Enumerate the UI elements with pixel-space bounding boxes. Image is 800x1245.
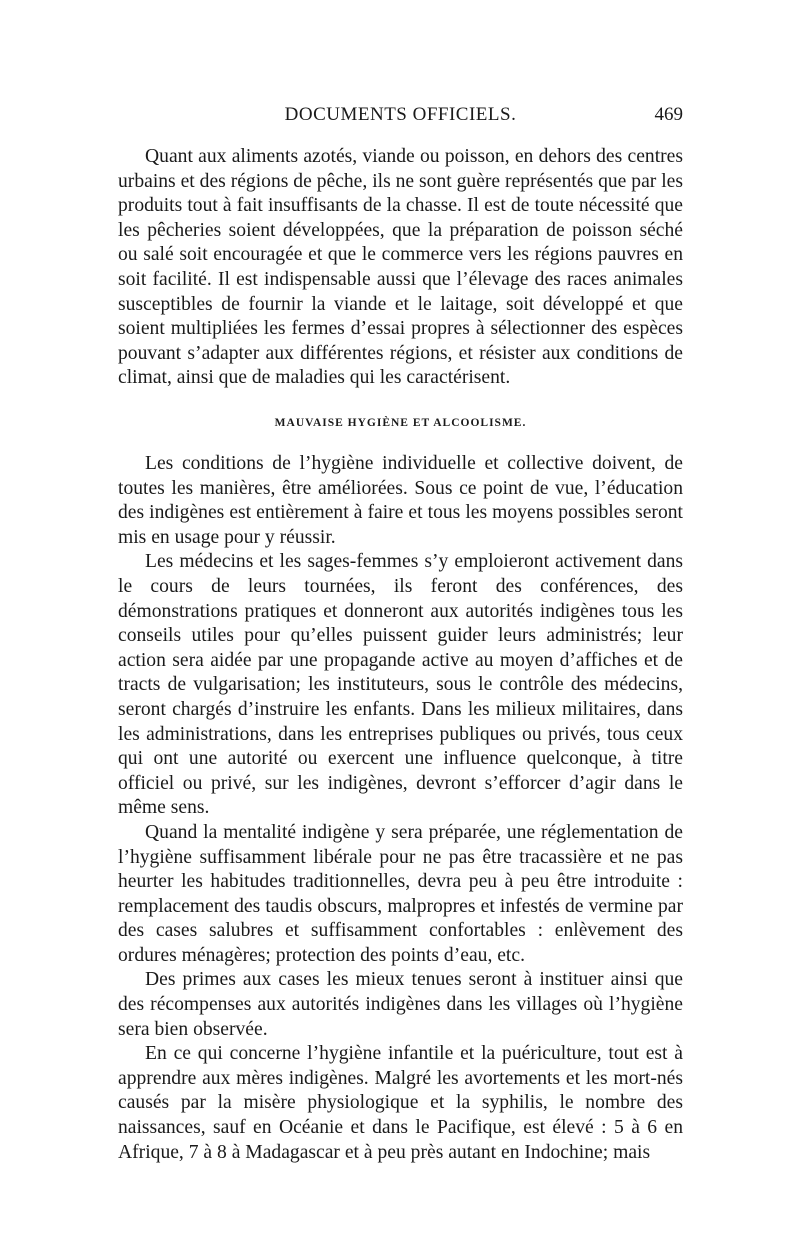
paragraph: Quand la mentalité indigène y sera préparée, une réglementation de l’hygiène suffisamment libérale pour ne pas être tracassière et ne pas heurter les habitudes traditionnelles, devra peu à peu être introduite : remplacement des taudis obscurs, malpropres et infestés de vermine par des cases salubres et suffisamment confortables : enlèvement des ordures ménagères; protection des points d’eau, etc. (118, 821, 683, 966)
paragraph: Des primes aux cases les mieux tenues seront à instituer ainsi que des récompenses aux autorités indigènes dans les villages où l’hygiène sera bien observée. (118, 969, 683, 1040)
text-block-after-heading (118, 452, 683, 1165)
paragraph: Quant aux aliments azotés, viande ou poisson, en dehors des centres urbains et des régions de pêche, ils ne sont guère représentés que par les produits tout à fait insuffisants de la chasse. Il est de toute nécessité que les pêcheries soient développées, que la préparation de poisson séché ou salé soit encouragée et que le commerce vers les régions pauvres en soit facilité. Il est indispensable aussi que l’élevage des races animales susceptibles de fournir la viande et le laitage, soit développé et que soient multipliées les fermes d’essai propres à sélectionner des espèces pouvant s’adapter aux différentes régions, et résister aux conditions de climat, ainsi que de maladies qui les caractérisent. (118, 146, 683, 389)
text-block-before-heading (118, 145, 683, 391)
page-number: 469 (654, 104, 683, 125)
section-heading: MAUVAISE HYGIÈNE ET ALCOOLISME. (274, 417, 527, 429)
paragraph: Les médecins et les sages-femmes s’y emploieront activement dans le cours de leurs tournées, ils feront des conférences, des démonstrations pratiques et donneront aux autorités indigènes tous les conseils utiles pour qu’elles puissent guider leurs administrés; leur action sera aidée par une propagande active au moyen d’affiches et de tracts de vulgarisation; les instituteurs, sous le contrôle des médecins, seront chargés d’instruire les enfants. Dans les milieux militaires, dans les administrations, dans les entreprises publiques ou privés, tous ceux qui ont une autorité ou exercent une influence quelconque, à titre officiel ou privé, sur les indigènes, devront s’efforcer d’agir dans le même sens. (118, 551, 683, 819)
running-head (118, 104, 683, 134)
paragraph: En ce qui concerne l’hygiène infantile et la puériculture, tout est à apprendre aux mères indigènes. Malgré les avortements et les mort-nés causés par la misère physiologique et la syphilis, le nombre des naissances, sauf en Océanie et dans le Pacifique, est élevé : 5 à 6 en Afrique, 7 à 8 à Madagascar et à peu près autant en Indochine; mais (118, 1043, 683, 1163)
running-title: DOCUMENTS OFFICIELS. (284, 104, 517, 125)
paragraph: Les conditions de l’hygiène individuelle et collective doivent, de toutes les manières, être améliorées. Sous ce point de vue, l’éducation des indigènes est entièrement à faire et tous les moyens possibles seront mis en usage pour y réussir. (118, 453, 683, 548)
